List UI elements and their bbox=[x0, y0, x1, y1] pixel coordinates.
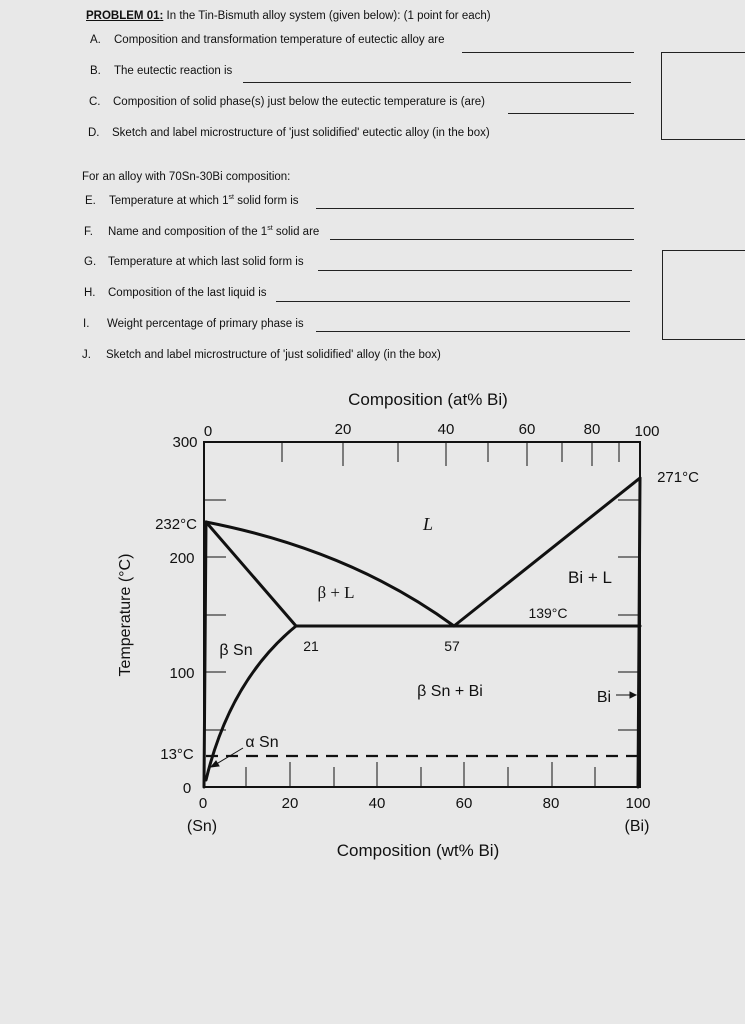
question-b bbox=[90, 65, 232, 77]
bottom-tick-label: 100 bbox=[625, 795, 651, 812]
question-letter: I. bbox=[83, 318, 90, 330]
top-tick-label: 0 bbox=[203, 423, 213, 440]
beta-sn-region-label: β Sn bbox=[219, 642, 253, 659]
phase-diagram bbox=[0, 370, 745, 870]
question-text: Composition of the last liquid is bbox=[108, 287, 267, 299]
question-a bbox=[90, 34, 444, 46]
top-tick-label: 40 bbox=[437, 421, 455, 438]
question-text: Sketch and label microstructure of 'just solidified' alloy (in the box) bbox=[106, 349, 441, 361]
question-text: Composition and transformation temperature of eutectic alloy are bbox=[114, 34, 445, 46]
y-tick-label: 300 bbox=[172, 434, 198, 451]
alpha-sn-region-label: α Sn bbox=[245, 734, 279, 751]
liquidus-bi-side bbox=[454, 478, 640, 626]
answer-line-i[interactable] bbox=[316, 331, 630, 332]
question-letter: G. bbox=[84, 256, 97, 268]
answer-line-f[interactable] bbox=[330, 239, 634, 240]
bi-melting-temp-label: 271°C bbox=[657, 469, 699, 486]
y-axis-label: Temperature (°C) bbox=[117, 553, 134, 677]
bottom-tick-label: 20 bbox=[281, 795, 299, 812]
bottom-axis-ticks bbox=[246, 762, 595, 787]
sketch-box-eutectic[interactable] bbox=[661, 52, 745, 140]
liquid-region-label: L bbox=[422, 514, 434, 534]
top-tick-label: 20 bbox=[334, 421, 352, 438]
solubility-limit-label: 21 bbox=[303, 638, 319, 654]
question-text: Sketch and label microstructure of 'just solidified' eutectic alloy (in the box) bbox=[112, 127, 490, 139]
question-letter: J. bbox=[82, 349, 91, 361]
bi-region-label: Bi bbox=[596, 689, 612, 706]
bi-solidus bbox=[638, 478, 640, 787]
question-f bbox=[84, 225, 319, 238]
question-d bbox=[88, 127, 490, 139]
y-tick-label: 100 bbox=[169, 665, 195, 682]
y-tick-label: 200 bbox=[169, 550, 195, 567]
answer-line-h[interactable] bbox=[276, 301, 630, 302]
bottom-tick-label: 0 bbox=[198, 795, 208, 812]
problem-header bbox=[86, 10, 491, 22]
question-text: The eutectic reaction is bbox=[114, 65, 233, 77]
bottom-axis-label: Composition (wt% Bi) bbox=[336, 841, 500, 860]
question-letter: E. bbox=[85, 194, 96, 207]
question-letter: H. bbox=[84, 287, 96, 299]
sn-axis-boundary bbox=[204, 522, 206, 787]
sn-melting-temp-label: 232°C bbox=[155, 516, 197, 533]
bottom-tick-label: 60 bbox=[455, 795, 473, 812]
sketch-box-alloy[interactable] bbox=[662, 250, 745, 340]
bi-arrow-head bbox=[630, 692, 636, 698]
eutectic-temp-label: 139°C bbox=[528, 605, 568, 621]
question-text: Weight percentage of primary phase is bbox=[107, 318, 304, 330]
problem-title: PROBLEM 01: bbox=[86, 10, 164, 22]
question-letter: A. bbox=[90, 34, 101, 46]
superscript: st bbox=[267, 225, 273, 232]
solidus-sn-side bbox=[206, 522, 296, 626]
top-axis-label: Composition (at% Bi) bbox=[348, 390, 508, 409]
bi-end-label: (Bi) bbox=[624, 818, 650, 835]
question-c bbox=[89, 96, 485, 108]
answer-line-e[interactable] bbox=[316, 208, 634, 209]
question-text: Temperature at which last solid form is bbox=[108, 256, 304, 268]
top-tick-label: 80 bbox=[583, 421, 601, 438]
problem-intro: In the Tin-Bismuth alloy system (given below): (1 point for each) bbox=[166, 10, 491, 22]
question-text-end: solid form is bbox=[234, 194, 299, 207]
liquidus-sn-side bbox=[206, 522, 454, 626]
answer-line-a[interactable] bbox=[462, 52, 634, 53]
bottom-tick-label: 80 bbox=[542, 795, 560, 812]
question-letter: F. bbox=[84, 225, 93, 238]
bottom-tick-label: 40 bbox=[368, 795, 386, 812]
top-tick-label: 60 bbox=[518, 421, 536, 438]
question-e bbox=[85, 194, 299, 207]
question-i bbox=[83, 318, 304, 330]
question-letter: B. bbox=[90, 65, 101, 77]
question-letter: C. bbox=[89, 96, 101, 108]
allotropic-temp-label: 13°C bbox=[160, 746, 194, 763]
y-tick-label: 0 bbox=[182, 780, 192, 797]
beta-liquid-region-label: β + L bbox=[317, 583, 355, 602]
question-j bbox=[82, 349, 441, 361]
superscript: st bbox=[228, 194, 234, 201]
question-text-end: solid are bbox=[272, 225, 320, 238]
question-h bbox=[84, 287, 267, 299]
question-text: Temperature at which 1 bbox=[109, 194, 229, 207]
top-axis-ticks bbox=[282, 442, 619, 466]
answer-line-c[interactable] bbox=[508, 113, 634, 114]
answer-line-b[interactable] bbox=[243, 82, 631, 83]
question-text: Name and composition of the 1 bbox=[108, 225, 268, 238]
top-tick-label: 100 bbox=[634, 423, 660, 440]
question-text: Composition of solid phase(s) just below the eutectic temperature is (are) bbox=[113, 96, 486, 108]
alloy-intro: For an alloy with 70Sn-30Bi composition: bbox=[82, 171, 291, 183]
sn-end-label: (Sn) bbox=[186, 818, 218, 835]
eutectic-composition-label: 57 bbox=[444, 638, 460, 654]
question-g bbox=[84, 256, 304, 268]
beta-sn-bi-region-label: β Sn + Bi bbox=[417, 683, 483, 700]
bi-liquid-region-label: Bi + L bbox=[568, 568, 612, 587]
answer-line-g[interactable] bbox=[318, 270, 632, 271]
question-letter: D. bbox=[88, 127, 100, 139]
